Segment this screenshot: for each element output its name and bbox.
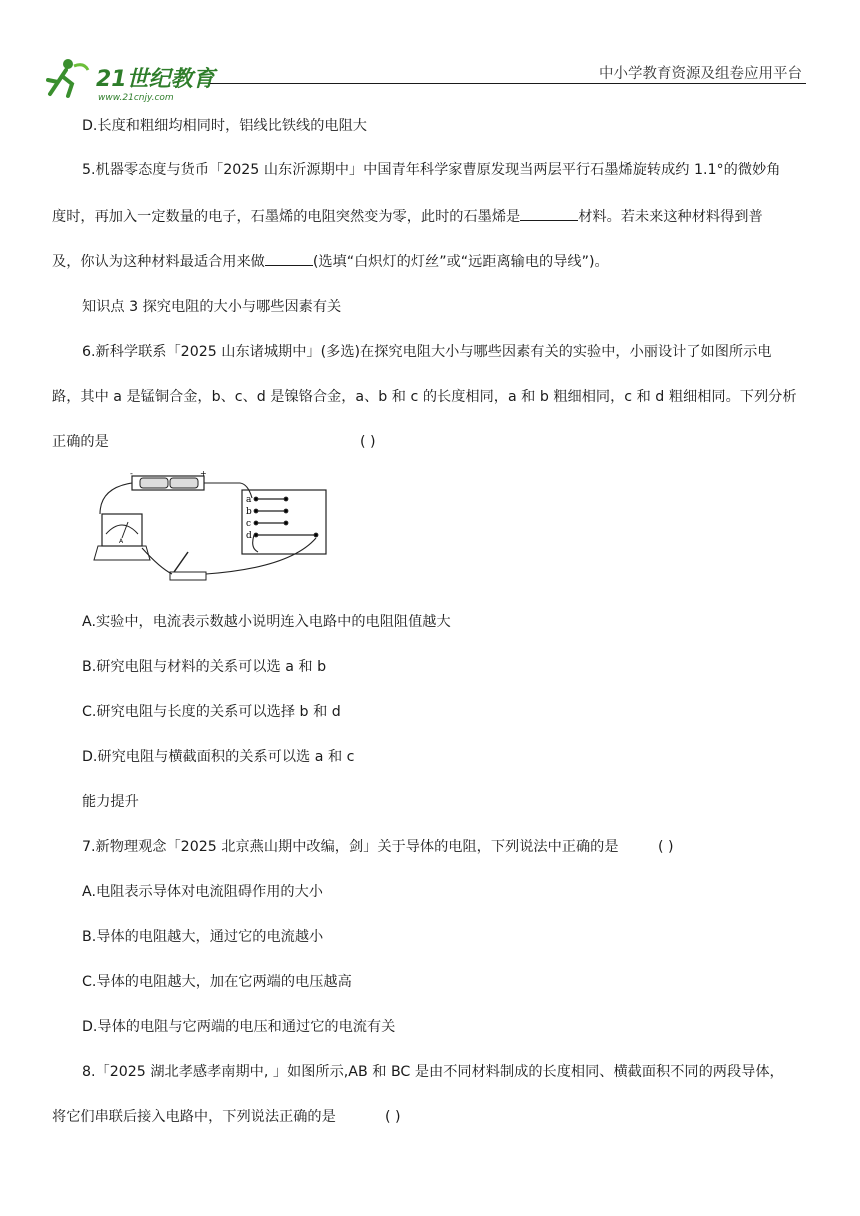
- q6-line-1: 6.新科学联系「2025 山东诸城期中」(多选)在探究电阻大小与哪些因素有关的实验中，小丽设计了如图所示电: [82, 344, 772, 360]
- wire-label-c: c: [246, 519, 252, 529]
- q7-option-b[interactable]: B.导体的电阻越大，通过它的电流越小: [82, 929, 324, 945]
- q6-option-a[interactable]: A.实验中，电流表示数越小说明连入电路中的电阻阻值越大: [82, 614, 451, 630]
- wire-label-b: b: [246, 507, 252, 517]
- q7-option-d[interactable]: D.导体的电阻与它两端的电压和通过它的电流有关: [82, 1019, 396, 1035]
- section-ability: 能力提升: [82, 794, 139, 810]
- q6-answer-paren[interactable]: ( ): [360, 434, 376, 450]
- switch: [170, 552, 206, 580]
- q7-option-a[interactable]: A.电阻表示导体对电流阻碍作用的大小: [82, 884, 323, 900]
- answer-blank[interactable]: [265, 251, 313, 266]
- platform-name: 中小学教育资源及组卷应用平台: [599, 66, 802, 82]
- q6-line-2: 路，其中 a 是锰铜合金，b、c、d 是镍铬合金，a、b 和 c 的长度相同，a 和 b 粗细相同，c 和 d 粗细相同。下列分析: [52, 389, 797, 405]
- q8-line-2: 将它们串联后接入电路中，下列说法正确的是: [52, 1109, 336, 1125]
- answer-blank[interactable]: [520, 206, 578, 221]
- q7-stem: 7.新物理观念「2025 北京燕山期中改编，剑」关于导体的电阻，下列说法中正确的是: [82, 839, 619, 855]
- q5-line-3: 及，你认为这种材料最适合用来做 (选填“白炽灯的灯丝”或“远距离输电的导线”)。: [52, 251, 609, 272]
- q5-line-1: 5.机器零态度与货币「2025 山东沂源期中」中国青年科学家曹原发现当两层平行石墨烯旋转成约 1.1°的微妙角: [82, 162, 781, 178]
- wire-label-a: a: [246, 495, 252, 505]
- q4-option-d: D.长度和粗细均相同时，铝线比铁线的电阻大: [82, 118, 367, 134]
- q6-option-b[interactable]: B.研究电阻与材料的关系可以选 a 和 b: [82, 659, 327, 675]
- terminal-plus: +: [200, 469, 207, 478]
- page-header: [0, 0, 860, 110]
- wire-label-d: d: [246, 531, 252, 541]
- q6-option-d[interactable]: D.研究电阻与横截面积的关系可以选 a 和 c: [82, 749, 355, 765]
- ammeter: [94, 514, 150, 560]
- svg-text:www.21cnjy.com: www.21cnjy.com: [98, 93, 174, 103]
- q7-answer-paren[interactable]: ( ): [658, 839, 674, 855]
- circuit-figure: [90, 468, 340, 588]
- meter-label: A: [119, 538, 124, 545]
- q7-option-c[interactable]: C.导体的电阻越大，加在它两端的电压越高: [82, 974, 352, 990]
- q8-line-1: 8.「2025 湖北孝感孝南期中, 」如图所示,AB 和 BC 是由不同材料制成的长度相同、横截面积不同的两段导体，: [82, 1064, 784, 1080]
- q6-option-c[interactable]: C.研究电阻与长度的关系可以选择 b 和 d: [82, 704, 341, 720]
- knowledge-point-3: 知识点 3 探究电阻的大小与哪些因素有关: [82, 299, 342, 315]
- q5-line-2: 度时，再加入一定数量的电子，石墨烯的电阻突然变为零，此时的石墨烯是 材料。若未来这种材料得到普: [52, 206, 763, 227]
- svg-text:21世纪教育: 21世纪教育: [96, 67, 215, 92]
- terminal-minus: -: [130, 469, 133, 478]
- q6-line-3: 正确的是: [52, 434, 109, 450]
- header-rule: [210, 83, 806, 84]
- 21cnjy-logo: [44, 56, 224, 106]
- q8-answer-paren[interactable]: ( ): [385, 1109, 401, 1125]
